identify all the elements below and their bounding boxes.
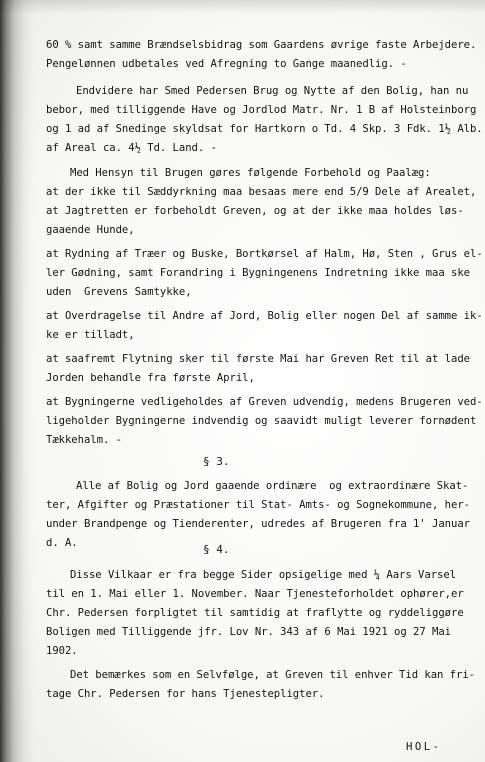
text-line: at der ikke til Sæddyrkning maa besaas mere end 5/9 Dele af Arealet, [46,186,477,198]
section-heading-4: § 4. [203,543,230,556]
text-line: uden Grevens Samtykke, [46,286,192,298]
text-line: Boligen med Tilliggende jfr. Lov Nr. 343 af 6 Mai 1921 og 27 Mai [46,626,451,638]
text-line: Med Hensyn til Brugen gøres følgende Forbehold og Paalæg: [70,167,431,179]
text-line: at Jagtretten er forbeholdt Greven, og at der ikke maa holdes løs- [46,205,464,217]
section-heading-3: § 3. [203,455,230,468]
text-line: Alle af Bolig og Jord gaaende ordinære og extraordinære Skat- [76,480,469,492]
text-line: under Brandpenge og Tienderenter, udredes af Brugeren fra 1' Januar [46,518,470,530]
text-line: 1902. [46,645,78,657]
text-line: til en 1. Mai eller 1. November. Naar Tjenesteforholdet ophører,er [46,588,464,600]
text-line: at Bygningerne vedligeholdes af Greven udvendig, medens Brugeren ved- [46,396,483,408]
text-line: 60 % samt samme Brændselsbidrag som Gaardens øvrige faste Arbejdere. [46,39,477,51]
text-line: ter, Afgifter og Præstationer til Stat- Amts- og Sognekommune, her- [46,499,470,511]
text-line: tage Chr. Pedersen for hans Tjenestepligter. [46,688,325,700]
text-line: Disse Vilkaar er fra begge Sider opsigelige med ¼ Aars Varsel [70,569,457,581]
text-line: ler Gødning, samt Forandring i Bygningenens Indretning ikke maa ske [46,267,470,279]
text-line: at Rydning af Træer og Buske, Bortkørsel af Halm, Hø, Sten , Grus el- [46,248,483,260]
text-line: gaaende Hunde, [46,224,135,236]
text-line: Jorden behandle fra første April, [46,372,255,384]
text-line: ligeholder Bygningerne indvendig og saavidt muligt leverer fornødent [46,415,477,427]
text-line: at Overdragelse til Andre af Jord, Bolig eller nogen Del af samme ik- [46,310,483,322]
text-line: d. A. [46,537,78,549]
text-line: Det bemærkes som en Selvfølge, at Greven til enhver Tid kan fri- [70,669,475,681]
text-line: og 1 ad af Snedinge skyldsat for Hartkorn o Td. 4 Skp. 3 Fdk. 1½ Alb. [46,123,483,135]
catchword: HOL- [406,741,442,753]
text-line: at saafremt Flytning sker til første Mai har Greven Ret til at lade [46,353,470,365]
text-line: bebor, med tilliggende Have og Jordlod Matr. Nr. 1 B af Holsteinborg [46,104,477,116]
text-line: af Areal ca. 4½ Td. Land. - [46,142,217,154]
text-line: ke er tilladt, [46,329,135,341]
text-line: Endvidere har Smed Pedersen Brug og Nytte af den Bolig, han nu [76,85,469,97]
text-line: Chr. Pedersen forpligtet til samtidig at fraflytte og ryddeliggøre [46,607,464,619]
text-line: Pengelønnen udbetales ved Afregning to Gange maanedlig. - [46,58,407,70]
text-line: Tækkehalm. - [46,434,122,446]
